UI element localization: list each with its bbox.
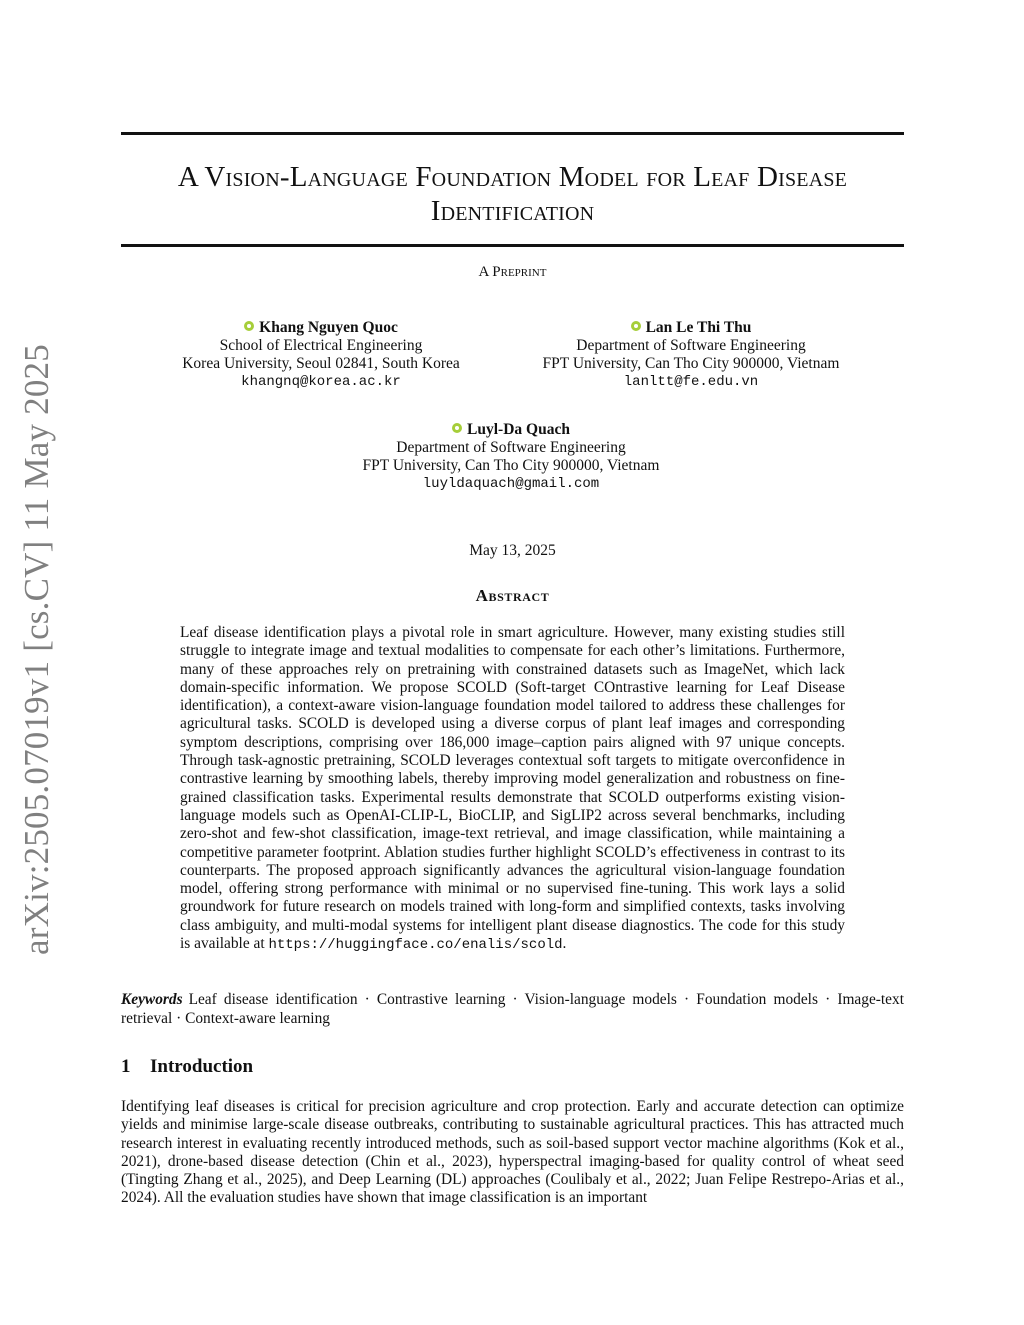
author-name: Lan Le Thi Thu — [521, 319, 861, 337]
author-email[interactable]: luyldaquach@gmail.com — [422, 476, 600, 492]
author-name: Khang Nguyen Quoc — [161, 319, 481, 337]
section-heading-introduction — [121, 1056, 904, 1078]
paper-title — [121, 160, 904, 228]
title-line-1: A Vision-Language Foundation Model for Leaf Disease — [177, 161, 848, 193]
abstract-heading: Abstract — [475, 586, 550, 605]
section-title: Introduction — [150, 1056, 254, 1077]
title-bottom-rule — [121, 244, 904, 247]
author-block-1 — [161, 319, 481, 391]
author-affiliation: FPT University, Can Tho City 900000, Vietnam — [542, 355, 840, 372]
author-department: School of Electrical Engineering — [219, 337, 423, 354]
author-email[interactable]: lanltt@fe.edu.vn — [623, 374, 759, 390]
publication-date: May 13, 2025 — [469, 542, 556, 559]
orcid-icon[interactable] — [244, 321, 254, 331]
author-affiliation: Korea University, Seoul 02841, South Korea — [182, 355, 460, 372]
keywords-label: Keywords — [121, 991, 183, 1008]
author-block-2 — [521, 319, 861, 391]
code-link[interactable]: https://huggingface.co/enalis/scold — [268, 937, 563, 954]
preprint-label: A Preprint — [478, 264, 547, 280]
keywords-list: Leaf disease identification · Contrastive learning · Vision-language models · Foundation models · Image-text retrieval · Context-aware learning — [121, 991, 904, 1027]
title-top-rule — [121, 132, 904, 135]
author-affiliation: FPT University, Can Tho City 900000, Vietnam — [362, 457, 660, 474]
introduction-text: Identifying leaf diseases is critical for precision agriculture and crop protection. Early and accurate detection can optimize yields and minimise large-scale disease outbreaks, contributing to sustainable agricultural practices. This has attracted much research interest in evaluating recently introduced methods, such as soil-based support vector machine algorithms (Kok et al., 2021), drone-based disease detection (Chin et al., 2023), hyperspectral imaging-based for quality control of wheat seed (Tingting Zhang et al., 2025), and Deep Learning (DL) approaches (Coulibaly et al., 2022; Juan Felipe Restrepo-Arias et al., 2024). All the evaluation studies have shown that image classification is an important — [121, 1098, 904, 1207]
abstract-text: Leaf disease identification plays a pivotal role in smart agriculture. However, many existing studies still struggle to integrate image and textual modalities to compensate for each other’s limitations. Furthermore, many of these approaches rely on pretraining with constrained datasets such as ImageNet, which lack domain-specific information. We propose SCOLD (Soft-target COntrastive learning for Leaf Disease identification), a context-aware vision-language foundation model tailored to address these challenges for agricultural tasks. SCOLD is developed using a diverse corpus of plant leaf images and corresponding symptom descriptions, comprising over 186,000 image–caption pairs aligned with 97 unique concepts. Through task-agnostic pretraining, SCOLD leverages contextual soft targets to mitigate overconfidence in contrastive learning by smoothing labels, thereby improving model generalization and robustness on fine-grained classification tasks. Experimental results demonstrate that SCOLD outperforms existing vision-language models such as OpenAI-CLIP-L, BioCLIP, and SigLIP2 across several benchmarks, including zero-shot and few-shot classification, image-text retrieval, and image classification, while maintaining a competitive parameter footprint. Ablation studies further highlight SCOLD’s effectiveness in contrast to its counterparts. The proposed approach significantly advances the agricultural vision-language foundation model, offering strong performance with minimal or no supervised fine-tuning. This work lays a solid groundwork for future research on models trained with long-form and simplified contexts, tasks involving class ambiguity, and multi-modal systems for intelligent plant disease diagnostics. The code for this study is available at https://huggingface.co/enalis/scold. — [180, 624, 845, 954]
section-number: 1 — [121, 1056, 131, 1077]
title-line-2: Identification — [430, 195, 595, 227]
arxiv-identifier: arXiv:2505.07019v1 [cs.CV] 11 May 2025 — [17, 344, 56, 955]
orcid-icon[interactable] — [631, 321, 641, 331]
author-department: Department of Software Engineering — [576, 337, 806, 354]
author-department: Department of Software Engineering — [396, 439, 626, 456]
keywords-block — [121, 991, 904, 1028]
author-email[interactable]: khangnq@korea.ac.kr — [241, 374, 401, 390]
author-name: Luyl-Da Quach — [331, 421, 691, 439]
author-block-3 — [331, 421, 691, 493]
orcid-icon[interactable] — [452, 423, 462, 433]
